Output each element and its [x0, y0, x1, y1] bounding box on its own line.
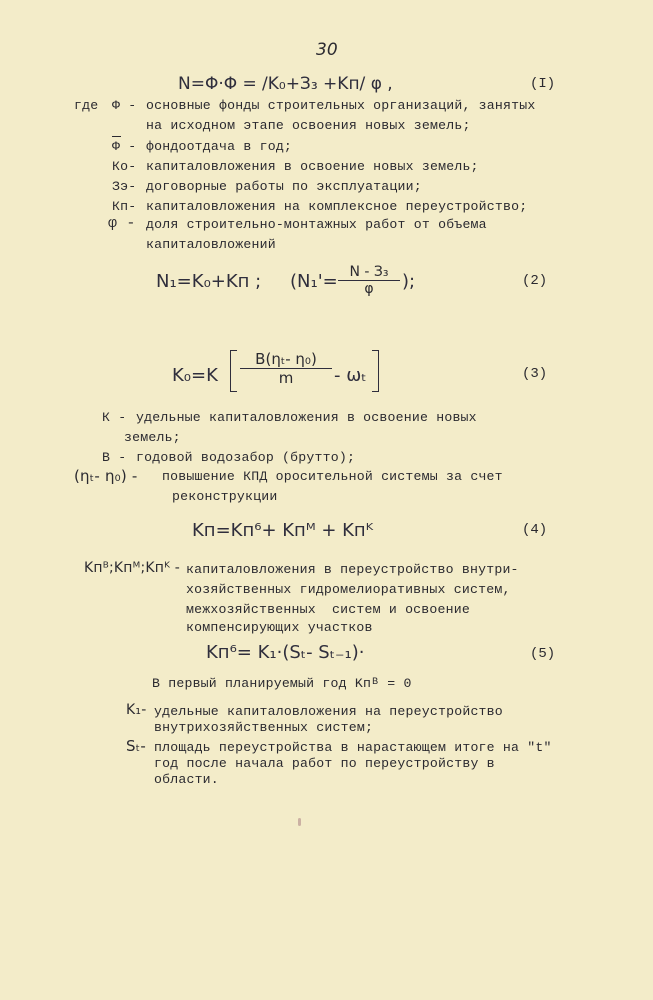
formula-3-denominator: m	[278, 369, 294, 387]
formula-2-fraction	[338, 264, 400, 297]
formula-2-numerator: N - З₃	[338, 264, 400, 281]
formula-2-denominator: φ	[364, 281, 374, 297]
kp-components-line2: хозяйственных гидромелиоративных систем,	[186, 582, 511, 597]
k1-definition-line2: внутрихозяйственных систем;	[154, 720, 374, 735]
k-symbol: К -	[102, 410, 127, 425]
kp-components-line1: капиталовложения в переустройство внутри-	[186, 562, 519, 577]
formula-3-tail: - ωₜ	[334, 365, 367, 386]
formula-3-right-bracket	[372, 350, 379, 392]
kp-components-line4: компенсирующих участков	[186, 620, 373, 635]
phi-definition-line1: основные фонды строительных организаций, занятых	[146, 98, 536, 113]
eta-definition-line1: повышение КПД оросительной системы за счет	[162, 469, 503, 484]
ko-symbol: Ко-	[112, 159, 137, 174]
phibar-symbol: Φ -	[112, 139, 137, 154]
st-definition-line2: год после начала работ по переустройству в	[154, 756, 495, 771]
formula-3-left-bracket	[230, 350, 237, 392]
formula-2-label: (2)	[522, 273, 548, 289]
formula-1-lhs: N=Φ·Φ =	[178, 74, 257, 94]
kp-definition: капиталовложения на комплексное переустройство;	[146, 199, 528, 214]
where-word: где	[74, 98, 99, 113]
st-definition-line1: площадь переустройства в нарастающем итоге на "t"	[154, 740, 552, 755]
ze-definition: договорные работы по эксплуатации;	[146, 179, 422, 194]
b-definition: годовой водозабор (брутто);	[136, 450, 356, 465]
psi-symbol: φ -	[108, 215, 136, 232]
phibar-definition: фондоотдача в год;	[146, 139, 293, 154]
phibar-overline	[112, 136, 121, 137]
formula-3-fraction	[240, 350, 332, 387]
kp-components-symbol: Kпᴮ;Kпᴹ;Kпᴷ -	[84, 560, 180, 576]
b-symbol: В -	[102, 450, 127, 465]
ze-symbol: Зэ-	[112, 179, 137, 194]
k1-symbol: K₁-	[126, 702, 147, 718]
formula-1-rhs: /K₀+З₃ +Kп/ φ ,	[262, 74, 393, 94]
page-number: 30	[316, 40, 338, 60]
phi-definition-line2: на исходном этапе освоения новых земель;	[146, 118, 471, 133]
k1-definition-line1: удельные капиталовложения на переустройство	[154, 704, 503, 719]
formula-3-numerator: B(ηₜ- η₀)	[240, 350, 332, 369]
formula-4-label: (4)	[522, 522, 548, 538]
ko-definition: капиталовложения в освоение новых земель;	[146, 159, 479, 174]
formula-5: Kп⁶= K₁·(Sₜ- Sₜ₋₁)·	[206, 642, 365, 663]
paper-smudge	[298, 818, 301, 826]
formula-5-label: (5)	[530, 646, 556, 662]
kp-components-line3: межхозяйственных систем и освоение	[186, 602, 470, 617]
psi-definition-line1: доля строительно-монтажных работ от объема	[146, 217, 487, 232]
eta-definition-line2: реконструкции	[172, 489, 278, 504]
formula-3-label: (3)	[522, 366, 548, 382]
k-definition-line2: земель;	[124, 430, 181, 445]
formula-2-left: N₁=K₀+Kп ;	[156, 271, 262, 292]
st-definition-line3: области.	[154, 772, 219, 787]
kp-symbol: Кп-	[112, 199, 137, 214]
eta-symbol: (ηₜ- η₀) -	[74, 467, 138, 485]
formula-2-paren-open: (N₁'=	[290, 271, 338, 292]
k-definition-line1: удельные капиталовложения в освоение новых	[136, 410, 477, 425]
formula-3-lhs: K₀=K	[172, 365, 218, 386]
formula-2-paren-close: );	[402, 271, 416, 292]
formula-1-label: (I)	[530, 76, 556, 92]
phi-symbol: Φ -	[112, 98, 137, 113]
formula-4: Kп=Kп⁶+ Kпᴹ + Kпᴷ	[192, 520, 374, 541]
first-year-note: В первый планируемый год Kпᴮ = 0	[152, 676, 412, 691]
psi-definition-line2: капиталовложений	[146, 237, 276, 252]
st-symbol: Sₜ-	[126, 737, 146, 755]
